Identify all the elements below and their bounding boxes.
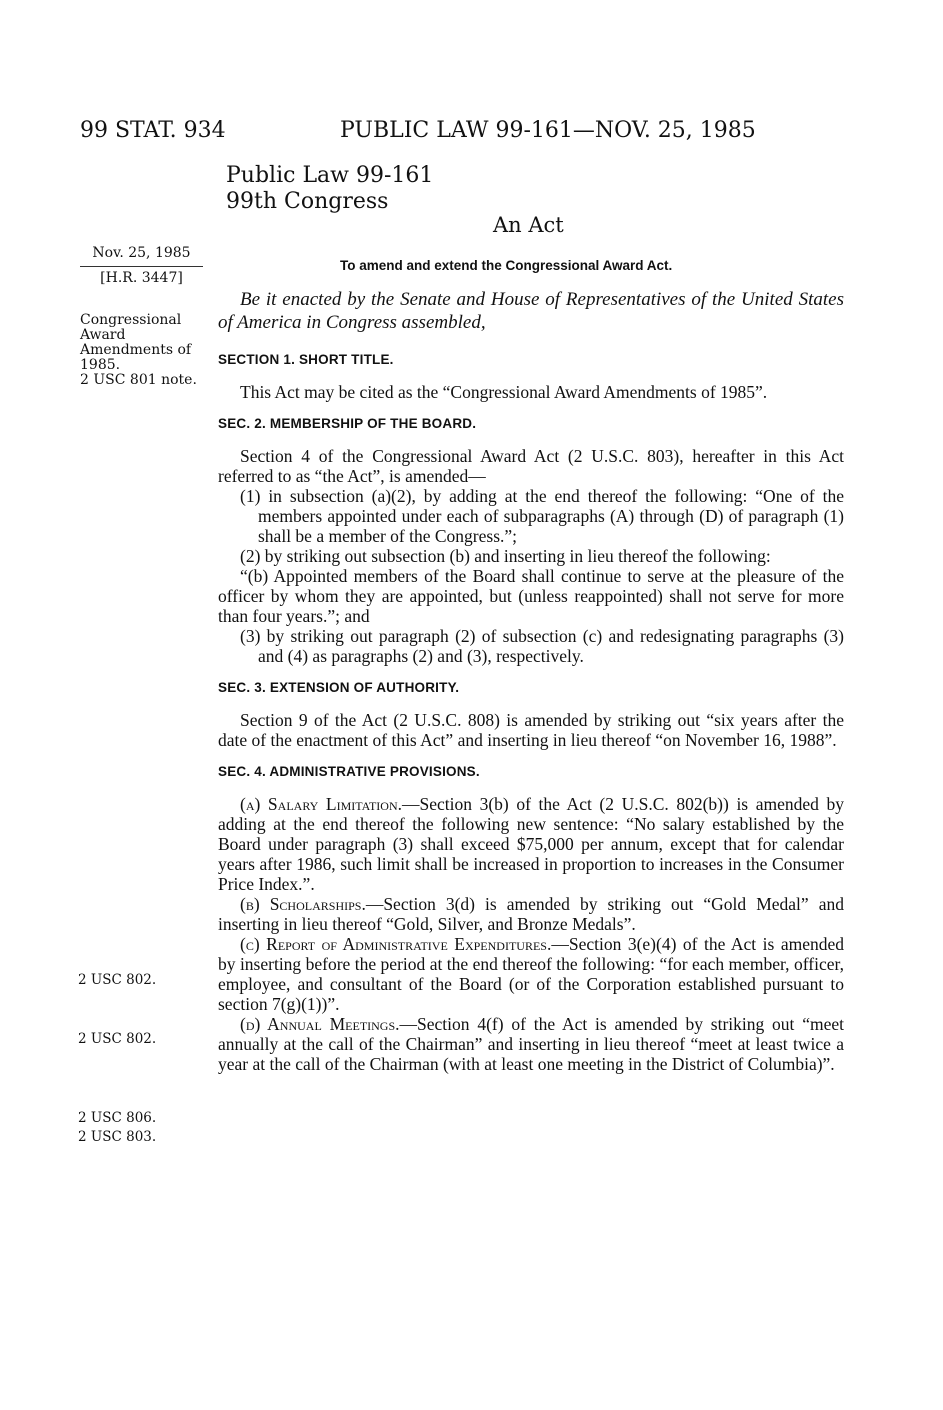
section-4c	[218, 934, 844, 1014]
margin-note-line: Congressional	[80, 312, 182, 328]
running-header: PUBLIC LAW 99-161—NOV. 25, 1985	[340, 118, 756, 143]
margin-short-title-note	[80, 313, 215, 388]
statute-page-number: 99 STAT. 934	[80, 118, 226, 143]
act-heading: An Act	[493, 213, 564, 237]
margin-divider	[80, 266, 203, 267]
margin-usc-802-a: 2 USC 802.	[78, 972, 157, 988]
section-2-intro: Section 4 of the Congressional Award Act (2 U.S.C. 803), hereafter in this Act referred to as “the Act”, is amended—	[218, 446, 844, 486]
section-2-heading: SEC. 2. MEMBERSHIP OF THE BOARD.	[218, 416, 477, 431]
margin-note-line: 1985.	[80, 357, 121, 373]
section-4d-text: —Section 4(f) of the Act is amended by striking out “meet annually at the call of the Chairman” and inserting in lieu thereof “meet at least twice a year at the call of the Chairman (with at least one meeting in the District of Columbia)”.	[218, 1014, 844, 1074]
section-4b-label: (b) Scholarships.	[240, 894, 366, 914]
section-2-item-2: (2) by striking out subsection (b) and inserting in lieu thereof the following:	[240, 546, 771, 566]
margin-note-line: Award	[80, 327, 126, 343]
section-3-text: Section 9 of the Act (2 U.S.C. 808) is amended by striking out “six years after the date of the enactment of this Act” and inserting in lieu thereof “on November 16, 1988”.	[218, 710, 844, 750]
margin-usc-801: 2 USC 801 note.	[80, 372, 197, 388]
margin-usc-802-b: 2 USC 802.	[78, 1031, 157, 1047]
law-designation	[226, 163, 433, 215]
section-4d-label: (d) Annual Meetings.	[240, 1014, 400, 1034]
section-4d	[218, 1014, 844, 1074]
section-2-quoted-text: “(b) Appointed members of the Board shall continue to serve at the pleasure of the officer by whom they are appointed, but (unless reappointed) shall not serve for more than four years.”; and	[218, 566, 844, 626]
section-4c-text: —Section 3(e)(4) of the Act is amended by inserting before the period at the end thereof the following: “for each member, officer, employee, and consultant of the Board (or of the Corporation established pursuant to section 7(g)(1))”.	[218, 934, 844, 1014]
act-purpose: To amend and extend the Congressional Award Act.	[340, 258, 673, 273]
section-4c-label: (c) Report of Administrative Expenditures.	[240, 934, 552, 954]
section-2-item-3: (3) by striking out paragraph (2) of subsection (c) and redesignating paragraphs (3) and (4) as paragraphs (2) and (3), respectively.	[240, 626, 844, 666]
section-1-text: This Act may be cited as the “Congressional Award Amendments of 1985”.	[240, 382, 768, 402]
margin-date: Nov. 25, 1985	[92, 245, 191, 261]
law-body	[218, 288, 844, 1074]
section-4a-label: (a) Salary Limitation.	[240, 794, 403, 814]
margin-note-line: Amendments of	[80, 342, 192, 358]
public-law-number: Public Law 99-161	[226, 163, 434, 188]
margin-usc-806: 2 USC 806.	[78, 1110, 157, 1126]
section-2-item-1: (1) in subsection (a)(2), by adding at the end thereof the following: “One of the members appointed under each of subparagraphs (A) through (D) of paragraph (1) shall be a member of the Congress.”;	[240, 486, 844, 546]
margin-bill-number: [H.R. 3447]	[100, 270, 183, 286]
section-4a	[218, 794, 844, 894]
section-1-heading: SECTION 1. SHORT TITLE.	[218, 352, 394, 367]
enacting-clause: Be it enacted by the Senate and House of Representatives of the United States of America in Congress assembled,	[218, 289, 844, 333]
section-4-heading: SEC. 4. ADMINISTRATIVE PROVISIONS.	[218, 764, 480, 779]
margin-usc-803: 2 USC 803.	[78, 1129, 157, 1145]
section-3-heading: SEC. 3. EXTENSION OF AUTHORITY.	[218, 680, 460, 695]
section-4b-text: —Section 3(d) is amended by striking out “Gold Medal” and inserting in lieu thereof “Gold, Silver, and Bronze Medals”.	[218, 894, 844, 934]
section-4b	[218, 894, 844, 934]
congress-number: 99th Congress	[226, 189, 389, 214]
section-4a-text: —Section 3(b) of the Act (2 U.S.C. 802(b)) is amended by adding at the end thereof the following new sentence: “No salary established by the Board under paragraph (3) shall exceed $75,000 per annum, except that for calendar years after 1986, such limit shall be increased in proportion to increases in the Consumer Price Index.”.	[218, 794, 844, 894]
